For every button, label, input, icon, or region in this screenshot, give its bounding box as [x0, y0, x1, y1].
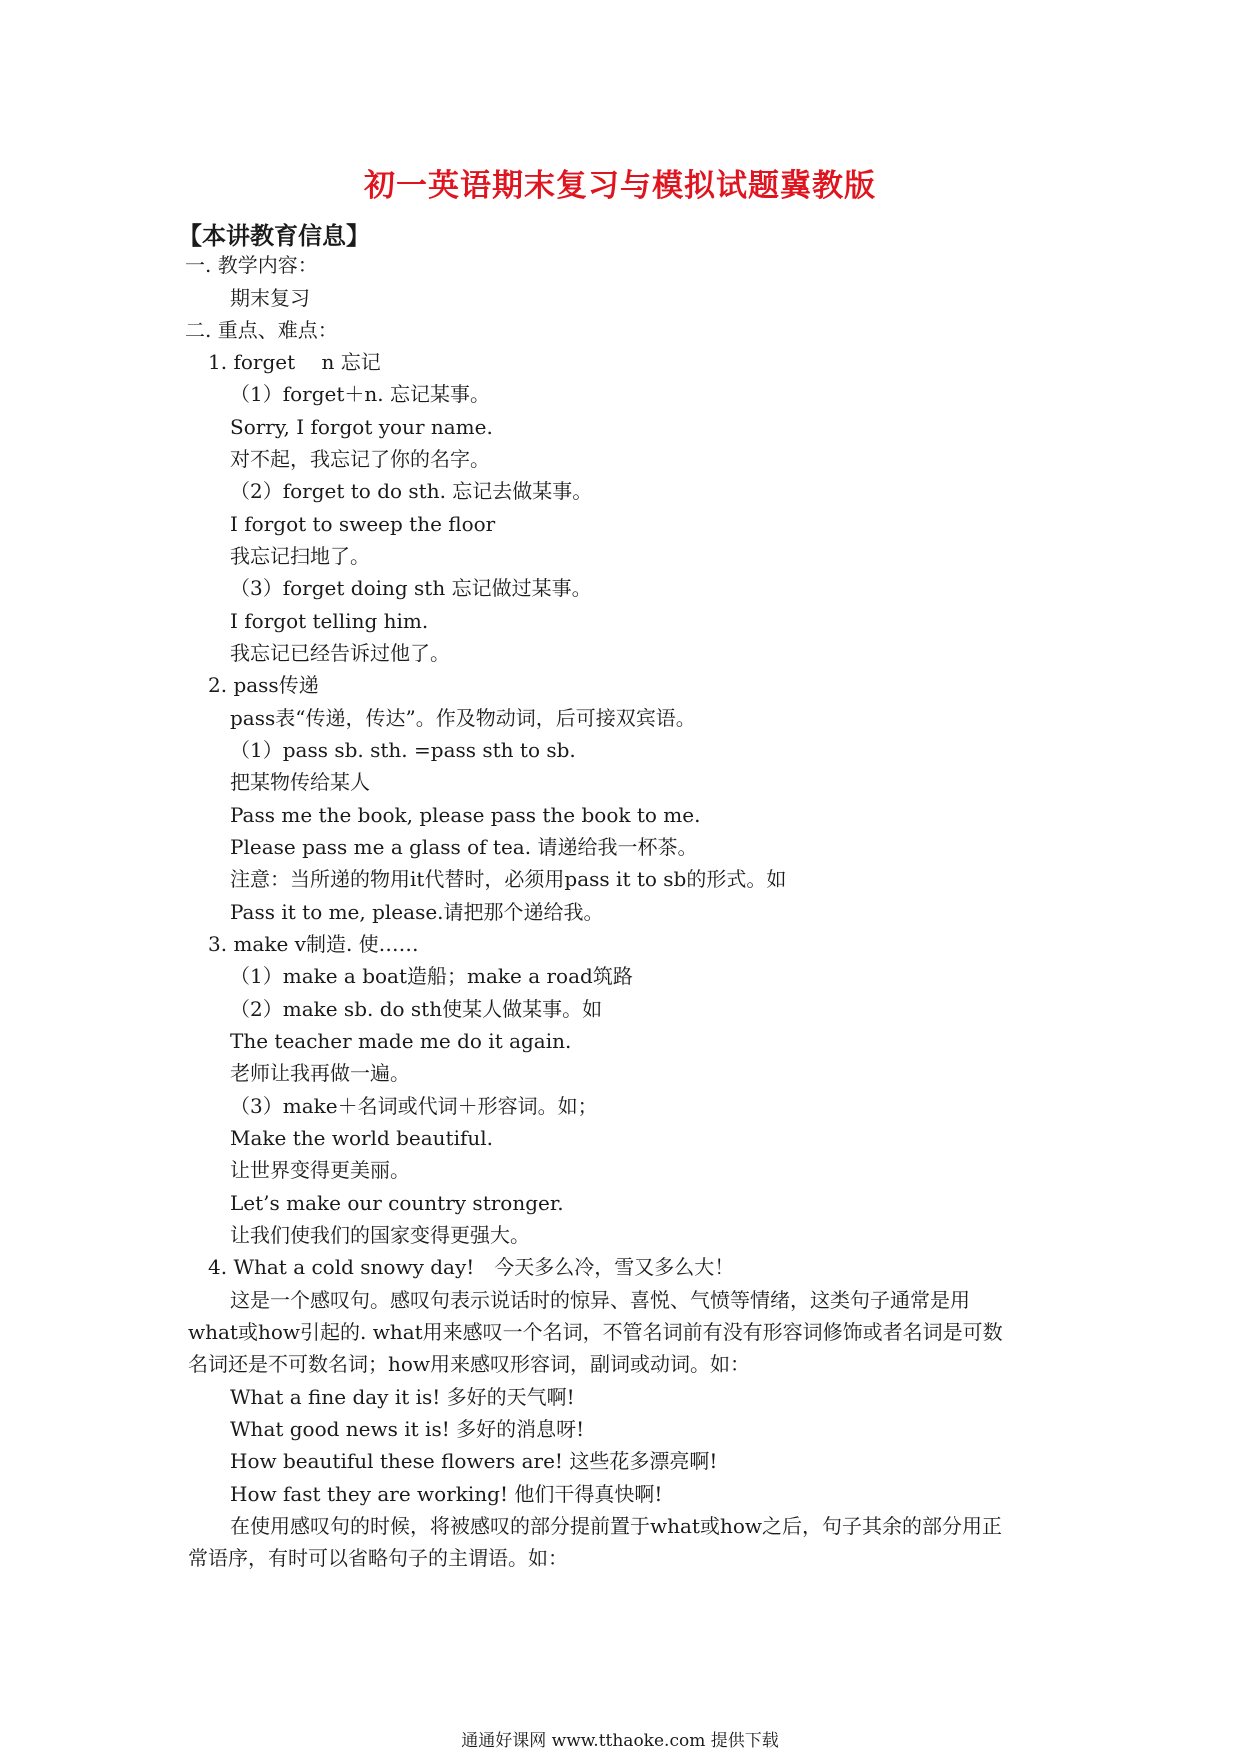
body-line: 老师让我再做一遍。	[230, 1061, 410, 1085]
body-line: 名词还是不可数名词；how用来感叹形容词，副词或动词。如：	[188, 1352, 751, 1376]
body-line: Pass me the book, please pass the book to me.	[230, 803, 701, 827]
section-heading: 【本讲教育信息】	[178, 222, 370, 250]
body-line: （2）make sb. do sth使某人做某事。如	[230, 997, 603, 1021]
body-line: Pass it to me, please.请把那个递给我。	[230, 900, 604, 924]
body-line: （3）forget doing sth 忘记做过某事。	[230, 576, 592, 600]
body-line: pass表“传递，传达”。作及物动词，后可接双宾语。	[230, 706, 696, 730]
body-line: 在使用感叹句的时候，将被感叹的部分提前置于what或how之后，句子其余的部分用正	[230, 1514, 1003, 1538]
body-line: 期末复习	[230, 286, 310, 310]
body-line: （2）forget to do sth. 忘记去做某事。	[230, 479, 593, 503]
body-line: Sorry, I forgot your name.	[230, 415, 493, 439]
body-line: 让世界变得更美丽。	[230, 1158, 410, 1182]
body-line: I forgot telling him.	[230, 609, 429, 633]
body-line: I forgot to sweep the floor	[230, 512, 496, 536]
body-line: （1）pass sb. sth. =pass sth to sb.	[230, 738, 576, 762]
body-line: （1）make a boat造船；make a road筑路	[230, 964, 633, 988]
body-line: Please pass me a glass of tea. 请递给我一杯茶。	[230, 835, 698, 859]
body-line: 4. What a cold snowy day! 今天多么冷，雪又多么大！	[208, 1255, 735, 1279]
body-line: What a fine day it is! 多好的天气啊!	[230, 1385, 575, 1409]
body-line: 2. pass传递	[208, 673, 319, 697]
body-line: How beautiful these flowers are! 这些花多漂亮啊!	[230, 1449, 718, 1473]
body-line: 把某物传给某人	[230, 770, 370, 794]
body-line: 二. 重点、难点：	[185, 318, 338, 342]
body-line: 3. make v制造. 使……	[208, 932, 419, 956]
body-line: （3）make＋名词或代词＋形容词。如；	[230, 1094, 598, 1118]
page-footer: 通通好课网 www.tthaoke.com 提供下载	[461, 1731, 779, 1751]
body-line: 对不起，我忘记了你的名字。	[230, 447, 490, 471]
body-line: The teacher made me do it again.	[230, 1029, 572, 1053]
body-line: 常语序，有时可以省略句子的主谓语。如：	[188, 1546, 568, 1570]
body-line: what或how引起的. what用来感叹一个名词，不管名词前有没有形容词修饰或者名词是可数	[188, 1320, 1003, 1344]
body-line: 一. 教学内容：	[185, 253, 318, 277]
document-title: 初一英语期末复习与模拟试题冀教版	[364, 168, 876, 204]
body-line: 1. forget n 忘记	[208, 350, 381, 374]
body-line: Let’s make our country stronger.	[230, 1191, 564, 1215]
body-line: 注意：当所递的物用it代替时，必须用pass it to sb的形式。如	[230, 867, 787, 891]
body-line: 我忘记扫地了。	[230, 544, 370, 568]
body-line: （1）forget＋n. 忘记某事。	[230, 382, 490, 406]
body-line: 这是一个感叹句。感叹句表示说话时的惊异、喜悦、气愤等情绪，这类句子通常是用	[230, 1288, 970, 1312]
body-line: 我忘记已经告诉过他了。	[230, 641, 450, 665]
body-line: What good news it is! 多好的消息呀!	[230, 1417, 585, 1441]
body-line: How fast they are working! 他们干得真快啊!	[230, 1482, 663, 1506]
body-line: 让我们使我们的国家变得更强大。	[230, 1223, 530, 1247]
body-line: Make the world beautiful.	[230, 1126, 494, 1150]
